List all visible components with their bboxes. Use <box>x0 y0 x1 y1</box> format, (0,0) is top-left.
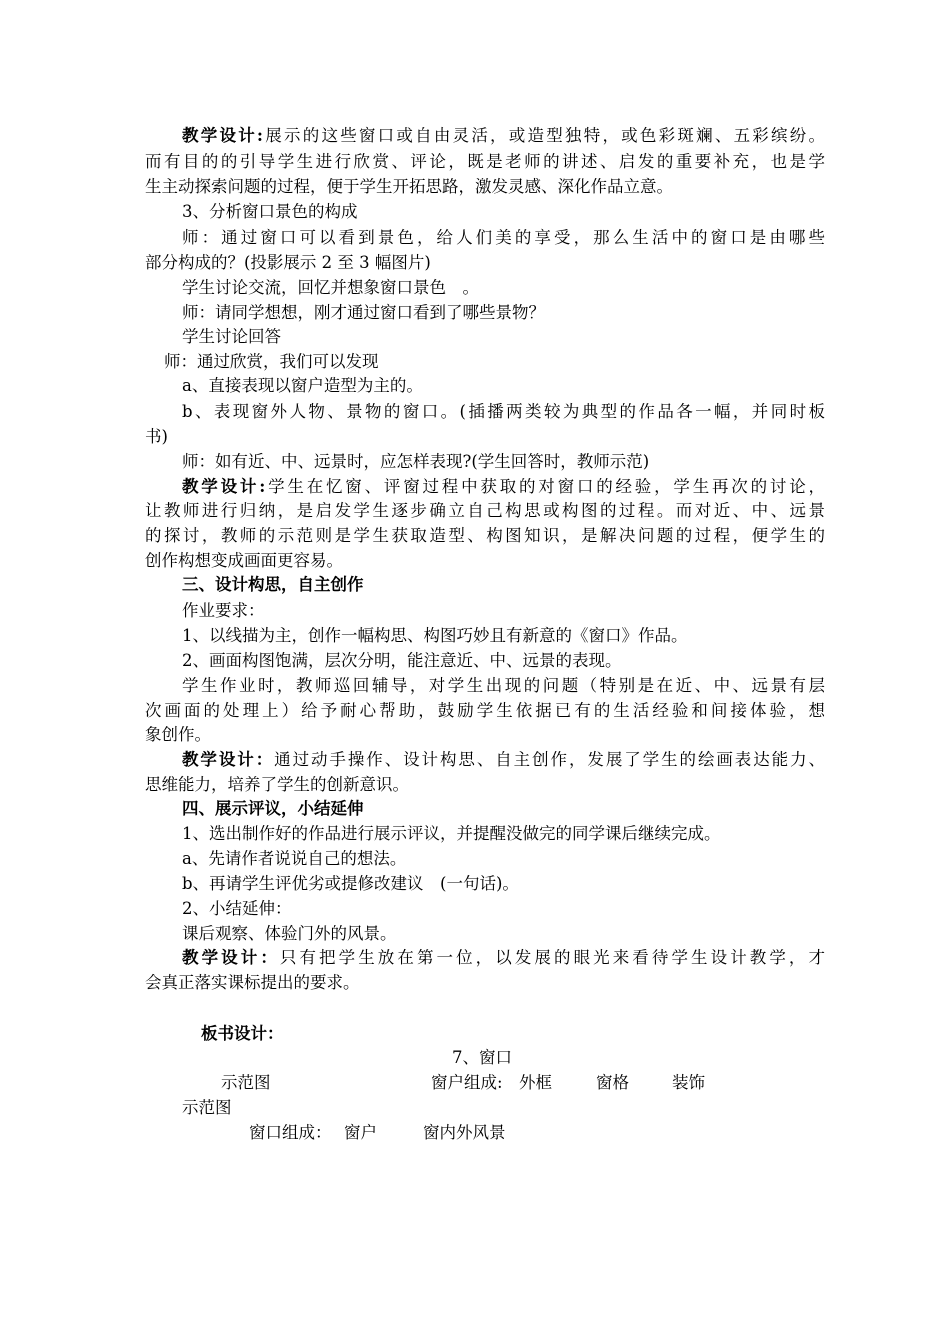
design-label: 教学设计: <box>182 477 266 496</box>
paragraph-line: 2、画面构图饱满，层次分明，能注意近、中、远景的表现。 <box>182 651 622 670</box>
paragraph-line: 部分构成的？(投影展示 2 至 3 幅图片) <box>145 253 431 272</box>
section-heading: 三、设计构思，自主创作 <box>182 575 364 594</box>
design-label: 教学设计： <box>182 948 280 967</box>
design-label: 教学设计: <box>182 126 264 145</box>
board-item-frame: 外框 <box>519 1073 552 1092</box>
paragraph-line: 思维能力，培养了学生的创新意识。 <box>145 775 409 794</box>
paragraph-line: 教学设计：只有把学生放在第一位，以发展的眼光来看待学生设计教学，才 <box>182 948 825 967</box>
paragraph-line: 象创作。 <box>145 725 211 744</box>
section-heading: 四、展示评议，小结延伸 <box>182 799 364 818</box>
paragraph-line: 学生讨论回答 <box>182 327 281 346</box>
paragraph-line: 次画面的处理上）给予耐心帮助，鼓励学生依据已有的生活经验和间接体验，想 <box>145 701 825 720</box>
paragraph-line: 教学设计:学生在忆窗、评窗过程中获取的对窗口的经验，学生再次的讨论， <box>182 477 826 496</box>
paragraph-line: 学生作业时，教师巡回辅导，对学生出现的问题（特别是在近、中、远景有层 <box>182 676 825 695</box>
paragraph-line: 1、选出制作好的作品进行展示评议，并提醒没做完的同学课后继续完成。 <box>182 824 721 843</box>
paragraph-line: 教学设计：通过动手操作、设计构思、自主创作，发展了学生的绘画表达能力、 <box>182 750 826 769</box>
paragraph-line: 生主动探索问题的过程，便于学生开拓思路，激发灵感、深化作品立意。 <box>145 177 673 196</box>
paragraph-line: 师：通过欣赏，我们可以发现 <box>164 352 379 371</box>
paragraph-line: 课后观察、体验门外的风景。 <box>182 924 397 943</box>
paragraph-line: a、直接表现以窗户造型为主的。 <box>182 376 423 395</box>
board-opening-composition-label: 窗口组成： <box>249 1123 332 1142</box>
paragraph-line: 1、以线描为主，创作一幅构思、构图巧妙且有新意的《窗口》作品。 <box>182 626 688 645</box>
paragraph-line: b、表现窗外人物、景物的窗口。(插播两类较为典型的作品各一幅，并同时板 <box>182 402 825 421</box>
paragraph-line: 作业要求： <box>182 601 265 620</box>
paragraph-line: 师：通过窗口可以看到景色，给人们美的享受，那么生活中的窗口是由哪些 <box>182 228 825 247</box>
section-subheading: 3、分析窗口景色的构成 <box>182 202 358 221</box>
board-demo-label: 示范图 <box>221 1073 271 1092</box>
paragraph-line: b、再请学生评优劣或提修改建议 (一句话)。 <box>182 874 519 893</box>
board-title: 7、窗口 <box>452 1048 512 1067</box>
paragraph-line: 的探讨，教师的示范则是学生获取造型、构图知识，是解决问题的过程，便学生的 <box>145 526 825 545</box>
paragraph-line: 师：如有近、中、远景时，应怎样表现?(学生回答时，教师示范) <box>182 452 650 471</box>
board-window-composition-label: 窗户组成: <box>431 1073 503 1092</box>
board-design-heading: 板书设计： <box>201 1024 284 1043</box>
paragraph-line: 教学设计:展示的这些窗口或自由灵活，或造型独特，或色彩斑斓、五彩缤纷。 <box>182 126 826 145</box>
design-label: 教学设计： <box>182 750 275 769</box>
paragraph-line: 2、小结延伸： <box>182 899 292 918</box>
paragraph-line: 书) <box>145 427 168 446</box>
board-item-scenery: 窗内外风景 <box>423 1123 506 1142</box>
paragraph-line: 创作构想变成画面更容易。 <box>145 551 343 570</box>
paragraph-line: 会真正落实课标提出的要求。 <box>145 973 360 992</box>
board-item-decoration: 装饰 <box>672 1073 705 1092</box>
paragraph-line: a、先请作者说说自己的想法。 <box>182 849 407 868</box>
paragraph-line: 学生讨论交流，回忆并想象窗口景色 。 <box>182 278 479 297</box>
paragraph-line: 让教师进行归纳，是启发学生逐步确立自己构思或构图的过程。而对近、中、远景 <box>145 501 825 520</box>
board-item-window: 窗户 <box>344 1123 377 1142</box>
paragraph-line: 师：请同学想想，刚才通过窗口看到了哪些景物？ <box>182 303 545 322</box>
board-demo-label-2: 示范图 <box>182 1098 232 1117</box>
board-item-lattice: 窗格 <box>596 1073 629 1092</box>
paragraph-line: 而有目的的引导学生进行欣赏、评论，既是老师的讲述、启发的重要补充，也是学 <box>145 152 825 171</box>
